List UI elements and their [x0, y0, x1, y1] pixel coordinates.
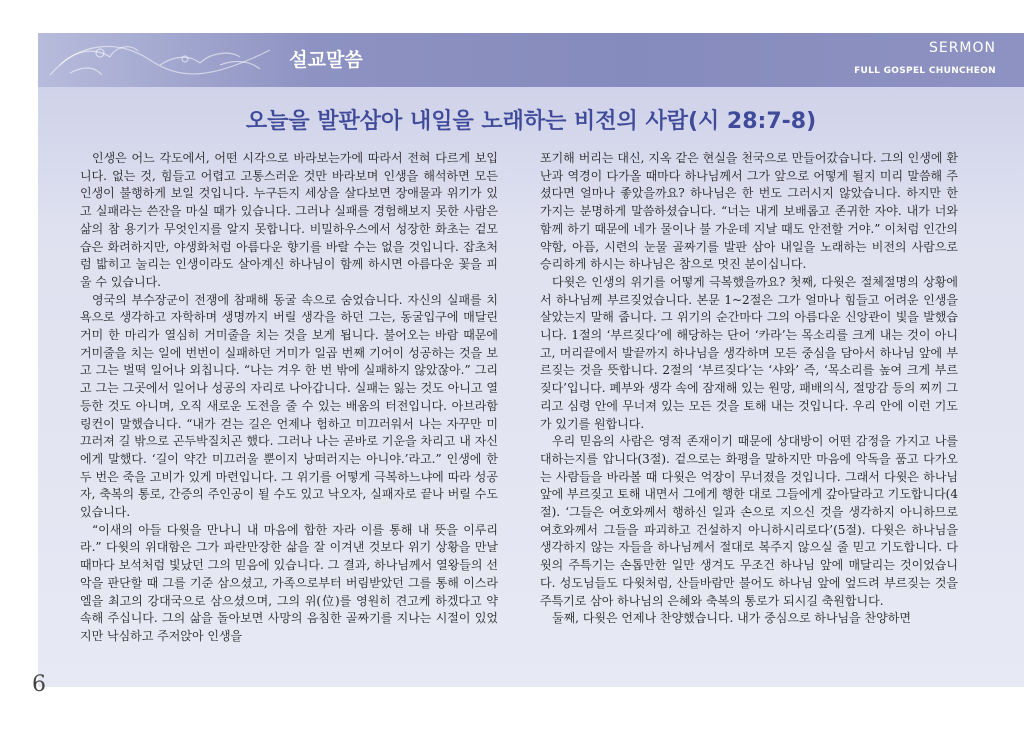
left-margin [0, 33, 38, 687]
paragraph: 다윗은 인생의 위기를 어떻게 극복했을까요? 첫째, 다윗은 절체절명의 상황에서 하나님께 부르짖었습니다. 본문 1~2절은 그가 얼마나 힘들고 어려운 인생을 살았는지 말해 줍니다. 그 위기의 순간마다 그의 아름다운 신앙관이 빛을 발했습니다. 1절의 ‘부르짖다’에 해당하는 단어 ‘카라’는 목소리를 크게 내는 것이 아니고, 머리끝에서 발끝까지 하나님을 생각하며 모든 중심을 담아서 하나님 앞에 부르짖는 것을 뜻합니다. 2절의 ‘부르짖다’는 ‘샤와’ 즉, ‘목소리를 높여 크게 부르짖다’입니다. 폐부와 생각 속에 잠재해 있는 원망, 패배의식, 절망감 등의 찌끼 그리고 심령 안에 무너져 있는 모든 것을 토해 내는 것입니다. 우리 안에 이런 기도가 있기를 원합니다. [540, 274, 958, 431]
paragraph: 인생은 어느 각도에서, 어떤 시각으로 바라보는가에 따라서 전혀 다르게 보입니다. 없는 것, 힘들고 어렵고 고통스러운 것만 바라보며 인생을 해석하면 모든 인생이 불행하게 보일 것입니다. 누구든지 세상을 살다보면 장애물과 위기가 있고 실패라는 쓴잔을 마실 때가 있습니다. 그러나 실패를 경험해보지 못한 사람은 삶의 참 용기가 무엇인지를 알지 못합니다. 비밀하우스에서 성장한 화초는 겉모습은 화려하지만, 야생화처럼 아름다운 향기를 바랄 수는 없을 것입니다. 잡초처럼 밟히고 눌리는 인생이라도 살아계신 하나님이 함께 하시면 아름다운 꽃을 피울 수 있습니다. [80, 151, 498, 289]
left-column [80, 150, 498, 646]
article-title: 오늘을 발판삼아 내일을 노래하는 비전의 사람(시 28:7-8) [245, 109, 817, 134]
church-name: FULL GOSPEL CHUNCHEON [854, 66, 996, 76]
page-number: 6 [32, 672, 46, 697]
section-title: 설교말씀 [289, 49, 363, 71]
paragraph: 둘째, 다윗은 언제나 찬양했습니다. 내가 중심으로 하나님을 찬양하면 [552, 611, 911, 626]
paragraph: 포기해 버리는 대신, 지옥 같은 현실을 천국으로 만들어갔습니다. 그의 인생에 환난과 역경이 다가올 때마다 하나님께서 그가 앞으로 어떻게 될지 미리 말씀해 주셨다면 얼마나 좋았을까요? 하나님은 한 번도 그러시지 않았습니다. 하지만 한 가지는 분명하게 말씀하셨습니다. “너는 내게 보배롭고 존귀한 자야. 내가 너와 함께 하기 때문에 네가 물이나 불 가운데 지날 때도 안전할 거야.” 이처럼 인간의 약함, 아픔, 시련의 눈물 골짜기를 발판 삼아 내일을 노래하는 비전의 사람으로 승리하게 하시는 하나님은 참으로 멋진 분이십니다. [540, 151, 958, 272]
paragraph: 우리 믿음의 사람은 영적 존재이기 때문에 상대방이 어떤 감정을 가지고 나를 대하는지를 압니다(3절). 겉으로는 화평을 말하지만 마음에 악독을 품고 다가오는 사람들을 바라볼 때 다윗은 억장이 무너졌을 것입니다. 그래서 다윗은 하나님 앞에 부르짖고 토해 내면서 그에게 행한 대로 그들에게 갚아달라고 기도합니다(4절). ‘그들은 여호와께서 행하신 일과 손으로 지으신 것을 생각하지 아니하므로 여호와께서 그들을 파괴하고 건설하지 아니하시리로다’(5절). 다윗은 하나님을 생각하지 않는 자들을 하나님께서 절대로 복주지 않으실 줄 믿고 기도합니다. 다윗의 주특기는 손톱만한 일만 생겨도 무조건 하나님 앞에 매달리는 것이었습니다. 성도님들도 다윗처럼, 산들바람만 불어도 하나님 앞에 엎드려 부르짖는 것을 주특기로 삼아 하나님의 은혜와 축복의 통로가 되시길 축원합니다. [540, 434, 958, 608]
sermon-label: SERMON [928, 40, 996, 56]
right-column [540, 150, 958, 628]
paragraph: 영국의 부수장군이 전쟁에 참패해 동굴 속으로 숨었습니다. 자신의 실패를 치욕으로 생각하고 자학하며 생명까지 버릴 생각을 하던 그는, 동굴입구에 매달린 거미 한 마리가 열심히 거미줄을 치는 것을 보게 됩니다. 불어오는 바람 때문에 거미줄을 치는 일에 번번이 실패하던 거미가 일곱 번째 기어이 성공하는 것을 보고 그는 벌떡 일어나 외칩니다. “나는 겨우 한 번 밖에 실패하지 않았잖아.” 그리고 그는 그곳에서 일어나 성공의 자리로 나아갑니다. 실패는 잃는 것도 아니고 열등한 것도 아니며, 오직 새로운 도전을 줄 수 있는 배움의 터전입니다. 아브라함 링컨이 말했습니다. “내가 걷는 길은 언제나 험하고 미끄러워서 나는 자꾸만 미끄러져 길 밖으로 곤두박질치곤 했다. 그러나 나는 곧바로 기운을 차리고 내 자신에게 말했다. ‘길이 약간 미끄러울 뿐이지 낭떠러지는 아니야.’라고.” 인생에 한두 번은 죽을 고비가 있게 마련입니다. 그 위기를 어떻게 극복하느냐에 따라 성공자, 축복의 통로, 간증의 주인공이 될 수도 있고 낙오자, 실패자로 끝나 버릴 수도 있습니다. [80, 292, 498, 520]
paragraph: “이새의 아들 다윗을 만나니 내 마음에 합한 자라 이를 통해 내 뜻을 이루리라.” 다윗의 위대함은 그가 파란만장한 삶을 잘 이겨낸 것보다 위기 상황을 만날 때마다 보석처럼 빛났던 그의 믿음에 있습니다. 그 결과, 하나님께서 열왕들의 선악을 판단할 때 그를 기준 삼으셨고, 가족으로부터 버림받았던 그를 통해 이스라엘을 최고의 강대국으로 삼으셨으며, 그의 위(位)를 영원히 견고케 하겠다고 약속해 주십니다. 그의 삶을 돌아보면 사망의 음침한 골짜기를 지나는 시절이 있었지만 낙심하고 주저앉아 인생을 [80, 522, 498, 643]
floral-ornament-icon [40, 35, 280, 85]
